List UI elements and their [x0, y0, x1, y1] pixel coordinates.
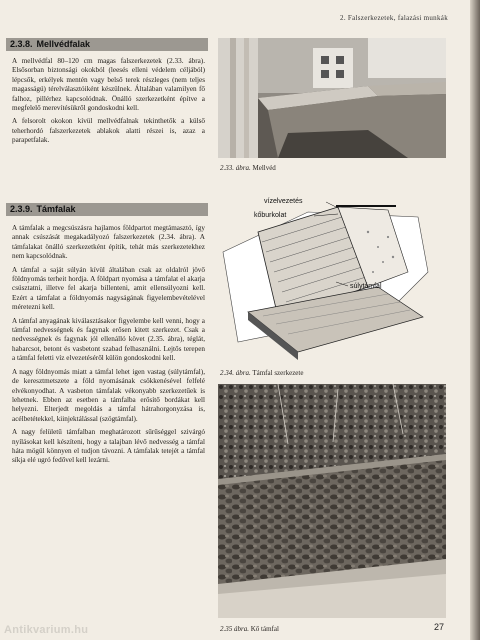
figure-number: 2.33. [220, 164, 234, 172]
retaining-wall-diagram [218, 192, 446, 362]
figure-caption-2-33 [220, 164, 276, 172]
section-title: Támfalak [36, 204, 76, 214]
section-number: 2.3.8. [10, 39, 33, 49]
paragraph: A mellvédfal 80–120 cm magas falszerkezetek (2.33. ábra). Elsősorban biztonsági okokból (leesés elleni védelem céljából) lépcsők, erkélyek mentén vagy belső terek részleges (nem teljes magasságú) térelválasztóiként készülnek. Általában valamilyen fő falhoz, pillérhez kapcsolódnak. Önálló szerkezetként építve a megfelelő merevítésükről gondoskodni kell. [12, 57, 205, 113]
figure-number: 2.34. [220, 369, 234, 377]
figure-caption-2-35 [220, 625, 279, 633]
figure-caption-text: Mellvéd [252, 164, 276, 172]
paragraph: A nagy földnyomás miatt a támfal lehet igen vastag (súlytámfal), de keresztmetszete a föld nyomásának csökkenésével felfelé elvékonyodhat. A vasbeton támfalak vékonyabb szerkezetűek is lehetnek. Ebben az esetben a támfalba erősítő bordákat kell helyezni. Elterjedt megoldás a támfal hátrahorgonyzása is, acélbetétekkel, kiinjektálással (szögtámfal). [12, 367, 205, 423]
figure-number: 2.35 [220, 625, 233, 633]
page-number: 27 [433, 622, 444, 632]
figure-label: ábra. [235, 164, 251, 172]
section-body-tamfalak [12, 224, 205, 470]
figure-caption-text: Támfal szerkezete [252, 369, 304, 377]
paragraph: A támfal anyagának kiválasztásakor figyelembe kell venni, hogy a támfal nedvességnek és fagynak erősen kitett szerkezet. Csak a nedvességnek és fagynak jól ellenálló követ (2.35. ábra), téglát, habarcsot, betont és vasbetont szabad felhasználni. Lejtős terepen a támfal feletti víz elvezetéséről külön gondoskodni kell. [12, 316, 205, 363]
parapet-photo-illustration [218, 38, 446, 158]
section-body-mellvedfalak [12, 57, 205, 150]
callout-sulytamfal: súlytámfal [350, 283, 382, 290]
figure-caption-2-34 [220, 369, 303, 377]
paragraph: A nagy felületű támfalban meghatározott sűrűséggel szivárgó nyílásokat kell készíteni, hogy a talajban lévő nedvesség a támfal háta mögül könnyen el tudjon távozni. A támfalak tetejét a támfal síkja elé ugró fedővel kell lezárni. [12, 428, 205, 465]
paragraph: A felsorolt okokon kívül mellvédfalnak tekinthetők a külső teherhordó falszerkezetek ablakok alatti részei is, azaz a parapetfalak. [12, 117, 205, 145]
figure-label: ábra. [235, 369, 251, 377]
section-title: Mellvédfalak [36, 39, 91, 49]
figure-diagram-retaining-wall [218, 192, 446, 362]
paragraph: A támfal a saját súlyán kívül általában csak az oldalról jövő földnyomás terheit hordja. A földpart nyomása a támfalat el akarja csúsztatni, illetve fel akarja billenteni, amit ellensúlyozni kell. Ezért a támfalat a földnyomás nagyságának figyelembevételével méretezni kell. [12, 265, 205, 312]
book-spine-shadow [470, 0, 480, 640]
stone-wall-photo-illustration [218, 384, 446, 618]
section-heading-mellvedfalak [6, 38, 208, 51]
running-head: 2. Falszerkezetek, falazási munkák [340, 14, 448, 22]
figure-photo-stone-wall [218, 384, 446, 618]
callout-vizelvezetes: vízelvezetés [264, 198, 303, 205]
paragraph: A támfalak a megcsúszásra hajlamos földpartot megtámasztó, így annak csúszását megakadályozó falszerkezetek (2.34. ábra). A támfalakat önálló szerkezetként építik, tehát más szerkezetekhez nem kapcsolódnak. [12, 224, 205, 261]
figure-caption-text: Kő támfal [250, 625, 279, 633]
figure-photo-parapet [218, 38, 446, 158]
figure-label: ábra. [234, 625, 249, 633]
section-heading-tamfalak [6, 203, 208, 216]
callout-koburkolat: kőburkolat [254, 212, 287, 219]
section-number: 2.3.9. [10, 204, 33, 214]
watermark: Antikvarium.hu [4, 624, 89, 636]
